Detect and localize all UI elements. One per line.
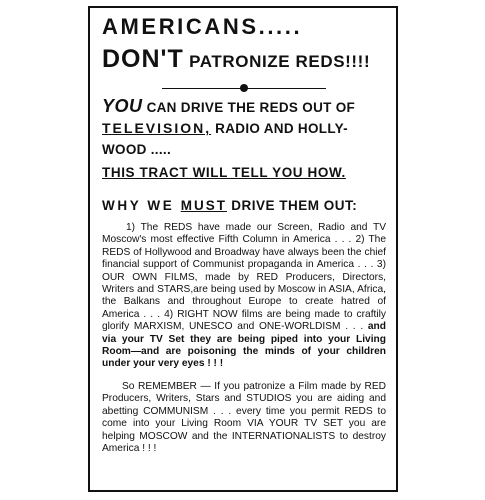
subhead-drive-reds bbox=[102, 96, 386, 160]
headline-dont-patronize bbox=[102, 44, 386, 78]
subhead-text1: CAN DRIVE THE REDS OUT OF bbox=[142, 100, 356, 115]
headline-dont: DON'T bbox=[102, 45, 184, 73]
headline-patronize-reds: PATRONIZE REDS!!!! bbox=[183, 52, 371, 71]
subhead-tract-text: THIS TRACT WILL TELL YOU HOW. bbox=[102, 165, 346, 180]
tract-page bbox=[88, 6, 398, 492]
subhead-text3: WOOD ..... bbox=[102, 142, 171, 157]
body-p2-text: So REMEMBER — If you patronize a Film made by RED Producers, Writers, Stars and STUDIOS you are aiding and abetting COMMUNISM . . . every time you permit REDS to come into your Living Room VIA YOUR TV SET you are helping MOSCOW and the INTERNATIONALISTS to destroy America ! ! ! bbox=[102, 380, 386, 454]
section-heading bbox=[102, 196, 386, 216]
subhead-tract bbox=[102, 162, 386, 184]
ornamental-divider bbox=[162, 82, 326, 94]
body-p1-bold: and via your TV Set they are being piped into your Living Room—and are poisoning the minds of your children under your very eyes ! ! ! bbox=[102, 321, 387, 370]
body-p1-text: 1) The REDS have made our Screen, Radio and TV Moscow's most effective Fifth Column in America . . . 2) The REDS of Hollywood and Broadway have always been the chief financial support of Communist propaganda in America . . . 3) OUR OWN FILMS, made by RED Producers, Directors, Writers and STARS,are being used by Moscow in ASIA, Africa, the Balkans and throughout Europe to create hatred of America . . . 4) RIGHT NOW films are being made to craftily glorify MARXISM, UNESCO and ONE-WORLDISM . . . bbox=[102, 222, 386, 333]
section-rest: DRIVE THEM OUT: bbox=[226, 198, 358, 213]
divider-dot-icon bbox=[240, 84, 248, 92]
headline-americans: AMERICANS..... bbox=[102, 14, 303, 39]
body-paragraph-2 bbox=[102, 381, 386, 455]
subhead-text2: RADIO AND HOLLY- bbox=[211, 121, 348, 136]
subhead-television: TELEVISION, bbox=[102, 120, 212, 136]
subhead-you: YOU bbox=[102, 96, 143, 116]
section-must: MUST bbox=[180, 198, 227, 213]
body-paragraph-1 bbox=[102, 222, 386, 371]
section-why-we: WHY WE bbox=[102, 198, 181, 213]
